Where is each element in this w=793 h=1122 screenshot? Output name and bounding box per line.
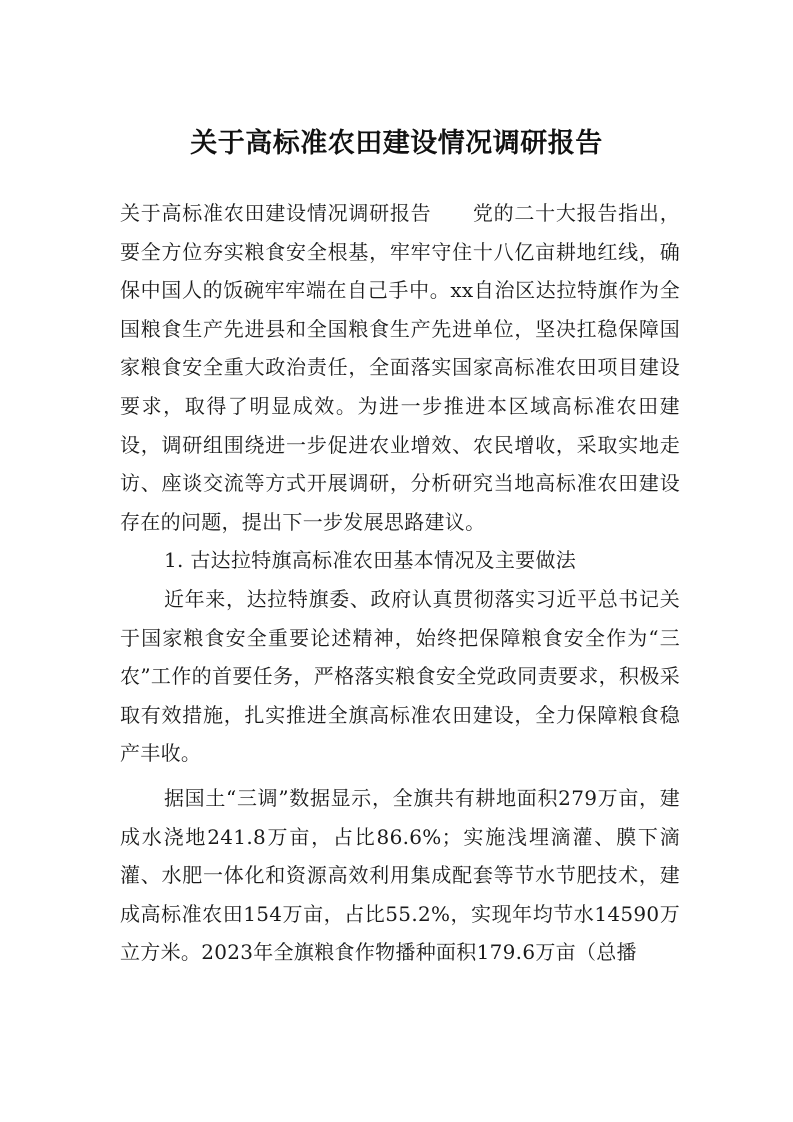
intro-paragraph: 关于高标准农田建设情况调研报告 党的二十大报告指出，要全方位夯实粮食安全根基，牢牢守住十八亿亩耕地红线，确保中国人的饭碗牢牢端在自己手中。xx自治区达拉特旗作为全国粮食生产先进县和全国粮食生产先进单位，坚决扛稳保障国家粮食安全重大政治责任，全面落实国家高标准农田项目建设要求，取得了明显成效。为进一步推进本区域高标准农田建设，调研组围绕进一步促进农业增效、农民增收，采取实地走访、座谈交流等方式开展调研，分析研究当地高标准农田建设存在的问题，提出下一步发展思路建议。	[120, 201, 680, 534]
document-title: 关于高标准农田建设情况调研报告	[190, 128, 603, 159]
body-paragraph: 据国土“三调”数据显示，全旗共有耕地面积279万亩，建成水浇地241.8万亩，占比86.6%；实施浅埋滴灌、膜下滴灌、水肥一体化和资源高效利用集成配套等节水节肥技术，建成高标准农田154万亩，占比55.2%，实现年均节水14590万立方米。2023年全旗粮食作物播种面积179.6万亩（总播	[120, 785, 680, 965]
body-paragraph: 近年来，达拉特旗委、政府认真贯彻落实习近平总书记关于国家粮食安全重要论述精神，始终把保障粮食安全作为“三农”工作的首要任务，严格落实粮食安全党政同责要求，积极采取有效措施，扎实推进全旗高标准农田建设，全力保障粮食稳产丰收。	[120, 586, 680, 766]
document-body	[120, 194, 680, 972]
section-heading: 1. 古达拉特旗高标准农田基本情况及主要做法	[164, 548, 577, 573]
